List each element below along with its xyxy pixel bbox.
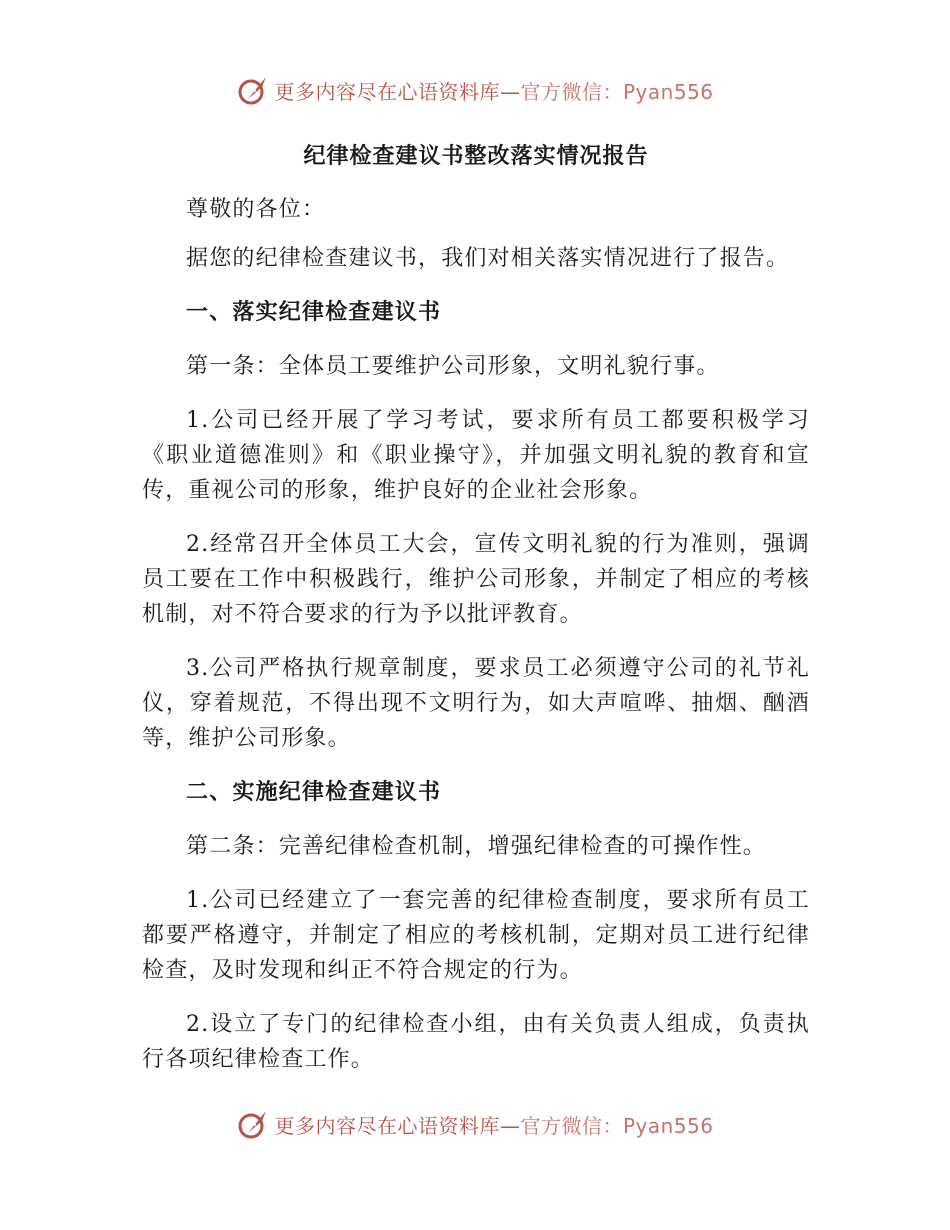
article-1: 第一条：全体员工要维护公司形象，文明礼貌行事。 bbox=[186, 354, 720, 379]
greeting: 尊敬的各位： bbox=[186, 197, 326, 222]
list-item: 1.公司已经开展了学习考试，要求所有员工都要积极学习《职业道德准则》和《职业操守》，并加强文明礼貌的教育和宣传，重视公司的形象，维护良好的企业社会形象。 bbox=[142, 408, 810, 503]
document-title: 纪律检查建议书整改落实情况报告 bbox=[303, 143, 649, 169]
intro-paragraph: 据您的纪律检查建议书，我们对相关落实情况进行了报告。 bbox=[186, 246, 790, 271]
quill-logo-icon bbox=[236, 1107, 270, 1141]
document-body bbox=[142, 138, 810, 1096]
article-2: 第二条：完善纪律检查机制，增强纪律检查的可操作性。 bbox=[186, 834, 767, 859]
section-heading-2: 二、实施纪律检查建议书 bbox=[186, 779, 442, 805]
list-item: 3.公司严格执行规章制度，要求员工必须遵守公司的礼节礼仪，穿着规范，不得出现不文明行为，如大声喧哗、抽烟、酗酒等，维护公司形象。 bbox=[142, 656, 810, 751]
list-item: 1.公司已经建立了一套完善的纪律检查制度，要求所有员工都要严格遵守，并制定了相应的考核机制，定期对员工进行纪律检查，及时发现和纠正不符合规定的行为。 bbox=[142, 888, 810, 983]
watermark-footer bbox=[0, 1104, 950, 1144]
watermark-text: 更多内容尽在心语资料库—官方微信：Pyan556 bbox=[274, 79, 714, 104]
watermark-text: 更多内容尽在心语资料库—官方微信：Pyan556 bbox=[274, 1113, 714, 1138]
watermark-header bbox=[0, 70, 950, 110]
section-heading-1: 一、落实纪律检查建议书 bbox=[186, 299, 442, 325]
list-item: 2.经常召开全体员工大会，宣传文明礼貌的行为准则，强调员工要在工作中积极践行，维护公司形象，并制定了相应的考核机制，对不符合要求的行为予以批评教育。 bbox=[142, 532, 810, 627]
list-item: 2.设立了专门的纪律检查小组，由有关负责人组成，负责执行各项纪律检查工作。 bbox=[142, 1012, 810, 1072]
quill-logo-icon bbox=[236, 73, 270, 107]
